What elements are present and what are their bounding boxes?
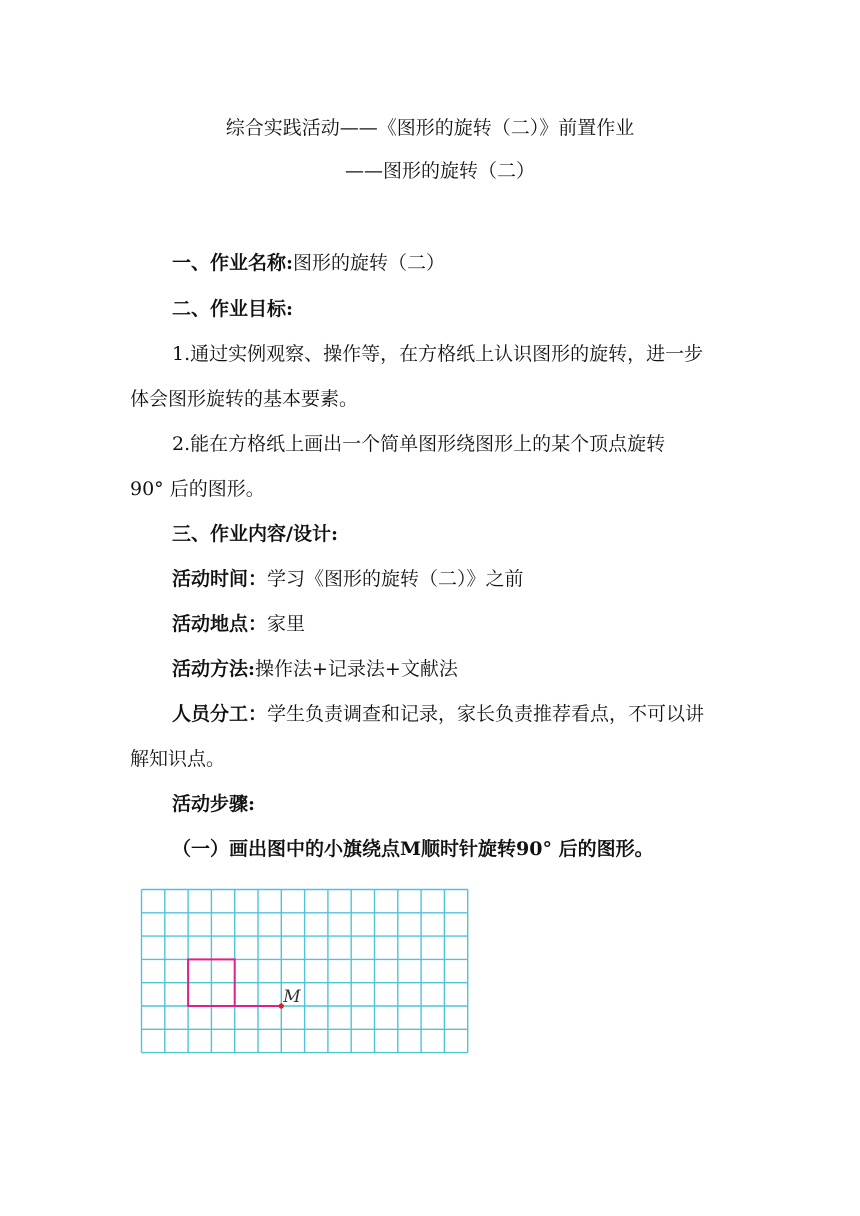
activity-method-value: 操作法+记录法+文献法 [255,658,458,680]
goal-1-line-1: 1.通过实例观察、操作等，在方格纸上认识图形的旋转，进一步 [172,343,704,365]
activity-method-label: 活动方法: [172,658,256,680]
activity-time-label: 活动时间： [172,568,268,590]
assignment-name [172,250,445,276]
assignment-name-value: 图形的旋转（二） [293,252,446,274]
goal-heading: 二、作业目标: [172,298,294,320]
content-heading: 三、作业内容/设计: [172,523,338,545]
page-title: 综合实践活动——《图形的旋转（二）》前置作业 [225,117,635,139]
activity-place-value: 家里 [267,613,306,635]
activity-place-label: 活动地点： [172,613,268,635]
activity-staff-label: 人员分工： [172,703,268,725]
activity-staff [172,701,704,727]
goal-2-line-2: 90° 后的图形。 [130,478,265,500]
point-m-label: M [283,987,301,1007]
page-subtitle: ——图形的旋转（二） [344,160,535,182]
goal-1-line-2: 体会图形旋转的基本要素。 [130,388,359,410]
grid-svg [140,888,470,1063]
activity-staff-line-2: 解知识点。 [130,748,226,770]
step-1: （一）画出图中的小旗绕点M顺时针旋转90° 后的图形。 [172,838,654,860]
goal-2-line-1: 2.能在方格纸上画出一个简单图形绕图形上的某个顶点旋转 [172,433,666,455]
activity-time-value: 学习《图形的旋转（二）》之前 [267,568,524,590]
activity-staff-value-line-1: 学生负责调查和记录，家长负责推荐看点，不可以讲 [267,703,705,725]
activity-method [172,656,458,682]
grid-figure [140,888,470,1067]
assignment-name-label: 一、作业名称: [172,252,294,274]
activity-place [172,611,305,637]
steps-heading: 活动步骤: [172,793,256,815]
activity-time [172,566,524,592]
